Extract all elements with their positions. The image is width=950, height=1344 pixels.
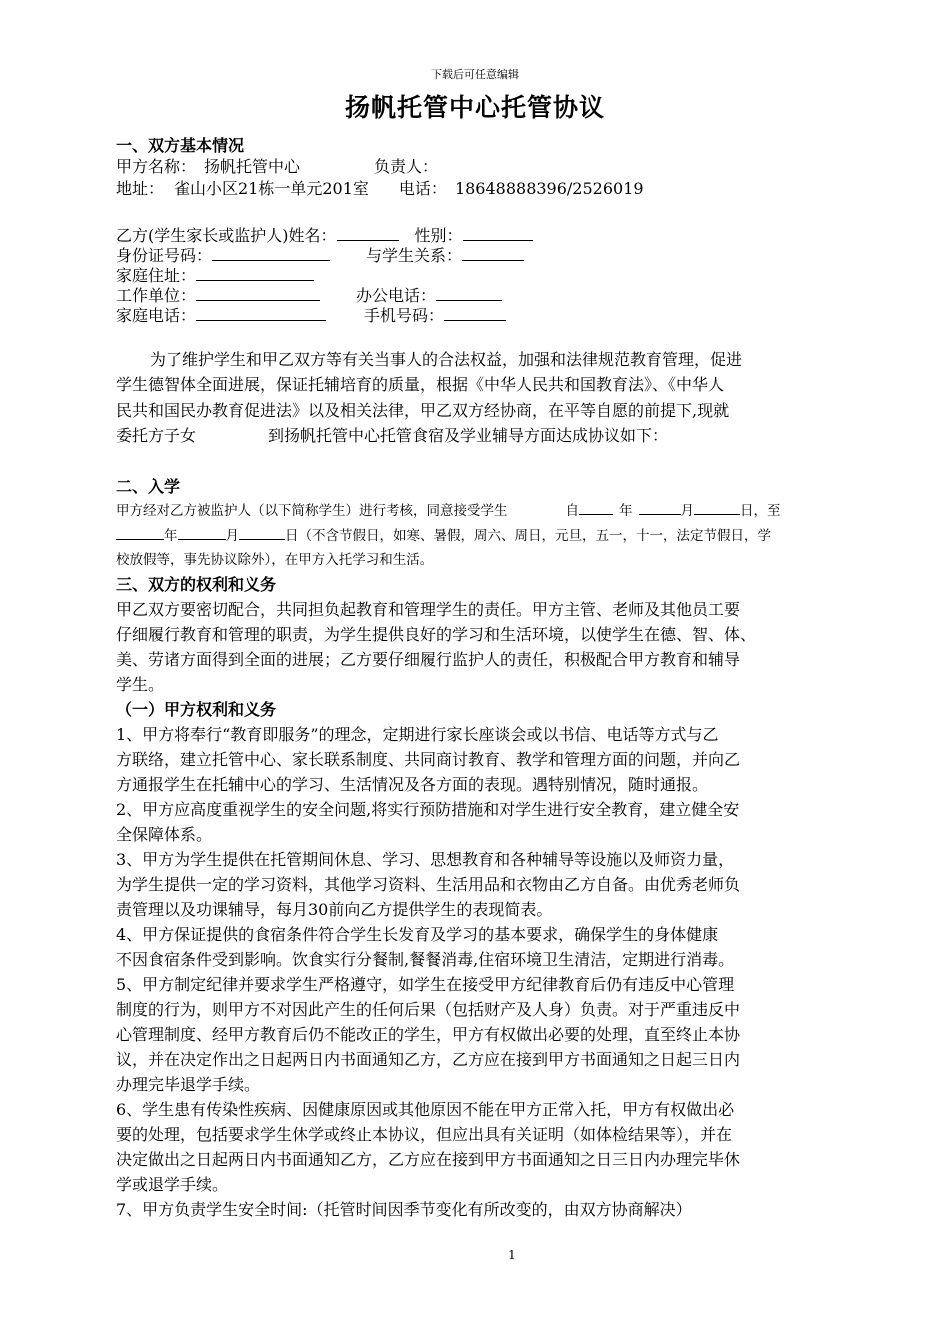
partyA-rights-heading: （一）甲方权利和义务 (116, 700, 277, 719)
partyA-line (116, 157, 438, 177)
id-label: 身份证号码： (116, 246, 213, 265)
item3-line-1: 3、甲方为学生提供在托管期间休息、学习、思想教育和各种辅导等设施以及师资力量， (116, 850, 735, 869)
office-phone-blank[interactable] (436, 286, 502, 301)
item1-line-3: 方通报学生在托辅中心的学习、生活情况及各方面的表现。遇特别情况，随时通报。 (116, 775, 709, 794)
intro-line-1: 为了维护学生和甲乙双方等有关当事人的合法权益，加强和法律规范教育管理，促进 (150, 350, 743, 369)
to-day-blank[interactable] (239, 525, 285, 540)
section2-line-3: 校放假等，事先协议除外），在甲方入托学习和生活。 (116, 552, 434, 568)
gender-blank[interactable] (463, 226, 533, 241)
home-label: 家庭住址： (116, 266, 197, 285)
item7-line-1: 7、甲方负责学生安全时间:（托管时间因季节变化有所改变的，由双方协商解决） (116, 1200, 692, 1219)
section2-heading: 二、入学 (116, 477, 181, 496)
item3-line-3: 责管理以及功课辅导，每月30前向乙方提供学生的表现简表。 (116, 900, 553, 919)
month-label: 月 (680, 503, 694, 519)
item5-line-2: 制度的行为，则甲方不对因此产生的任何后果（包括财产及人身）负责。对于严重违反中 (116, 1000, 741, 1019)
section3-para-line-4: 学生。 (116, 675, 165, 694)
from-year-blank[interactable] (579, 500, 613, 515)
home-line (116, 266, 314, 286)
item6-line-2: 要的处理，包括要求学生休学或终止本协议，但应出具有关证明（如体检结果等），并在 (116, 1125, 733, 1144)
item5-line-5: 办理完毕退学手续。 (116, 1075, 261, 1094)
item1-line-1: 1、甲方将奉行“教育即服务”的理念，定期进行家长座谈会或以书信、电话等方式与乙 (116, 725, 719, 744)
phone-label: 电话： (398, 179, 447, 198)
item1-line-2: 方联络，建立托管中心、家长联系制度、共同商讨教育、教学和管理方面的问题，并向乙 (116, 750, 741, 769)
partyB-name-label: 乙方(学生家长或监护人)姓名： (116, 226, 337, 245)
section3-heading: 三、双方的权利和义务 (116, 575, 277, 594)
document-title: 扬帆托管中心托管协议 (344, 93, 605, 122)
from-day-blank[interactable] (694, 500, 740, 515)
home-phone-label: 家庭电话： (116, 306, 197, 325)
item4-line-2: 不因食宿条件受到影响。饮食实行分餐制,餐餐消毒,住宿环境卫生清洁，定期进行消毒。 (116, 950, 735, 969)
mobile-label: 手机号码： (364, 306, 445, 325)
holiday-note: 日（不含节假日，如寒、暑假，周六、周日，元旦，五一，十一，法定节假日，学 (285, 528, 771, 544)
section3-para-line-2: 仔细履行教育和管理的职责，为学生提供良好的学习和生活环境，以使学生在德、智、体、 (116, 625, 757, 644)
section2-line-1 (116, 500, 781, 521)
to-month-label: 月 (225, 528, 239, 544)
work-line (116, 286, 502, 306)
mobile-blank[interactable] (444, 306, 506, 321)
to-label: 日，至 (740, 503, 781, 519)
section3-para-line-3: 美、劳诸方面得到全面的进展；乙方要仔细履行监护人的责任，积极配合甲方教育和辅导 (116, 650, 741, 669)
to-year-label: 年 (164, 528, 178, 544)
item2-line-1: 2、甲方应高度重视学生的安全问题,将实行预防措施和对学生进行安全教育，建立健全安 (116, 800, 740, 819)
item5-line-4: 议，并在决定作出之日起两日内书面通知乙方，乙方应在接到甲方书面通知之日起三日内 (116, 1050, 741, 1069)
work-blank[interactable] (196, 286, 320, 301)
from-month-blank[interactable] (639, 500, 681, 515)
page-number: 1 (508, 1248, 516, 1262)
partyA-name: 扬帆托管中心 (204, 157, 301, 176)
intro-line-4 (116, 426, 668, 446)
home-phone-line (116, 306, 506, 326)
item6-line-3: 决定做出之日起两日内书面通知乙方，乙方应在接到甲方书面通知之日三日内办理完毕休 (116, 1150, 741, 1169)
home-blank[interactable] (196, 266, 314, 281)
year-label: 年 (619, 503, 633, 519)
header-note: 下载后可任意编辑 (431, 68, 519, 81)
intro-agreement: 到扬帆托管中心托管食宿及学业辅导方面达成协议如下： (268, 426, 669, 445)
item5-line-1: 5、甲方制定纪律并要求学生严格遵守，如学生在接受甲方纪律教育后仍有违反中心管理 (116, 975, 735, 994)
phone-value: 18648888396/2526019 (454, 179, 644, 198)
partyA-person-label: 负责人： (374, 157, 439, 176)
relation-blank[interactable] (462, 246, 524, 261)
admission-text: 甲方经对乙方被监护人（以下简称学生）进行考核，同意接受学生 (116, 503, 508, 519)
section2-line-2 (116, 525, 771, 546)
partyB-name-line (116, 226, 533, 246)
gender-label: 性别： (414, 226, 463, 245)
partyB-name-blank[interactable] (337, 226, 399, 241)
address-label: 地址： (116, 179, 165, 198)
address-value: 雀山小区21栋一单元201室 (174, 179, 369, 198)
from-label: 自 (565, 503, 579, 519)
item3-line-2: 为学生提供一定的学习资料，其他学习资料、生活用品和衣物由乙方自备。由优秀老师负 (116, 875, 741, 894)
to-year-blank[interactable] (116, 525, 164, 540)
item6-line-4: 学或退学手续。 (116, 1175, 229, 1194)
intro-line-2: 学生德智体全面进展，保证托辅培育的质量，根据《中华人民共和国教育法》、《中华人 (116, 375, 725, 394)
office-phone-label: 办公电话： (356, 286, 437, 305)
item4-line-1: 4、甲方保证提供的食宿条件符合学生长发育及学习的基本要求，确保学生的身体健康 (116, 925, 719, 944)
id-blank[interactable] (212, 246, 330, 261)
intro-line-3: 民共和国民办教育促进法》以及相关法律，甲乙双方经协商，在平等自愿的前提下,现就 (116, 401, 730, 420)
item2-line-2: 全保障体系。 (116, 825, 213, 844)
section1-heading: 一、双方基本情况 (116, 136, 245, 155)
item5-line-3: 心管理制度、经甲方教育后仍不能改正的学生，甲方有权做出必要的处理，直至终止本协 (116, 1025, 741, 1044)
relation-label: 与学生关系： (366, 246, 463, 265)
home-phone-blank[interactable] (196, 306, 326, 321)
item6-line-1: 6、学生患有传染性疾病、因健康原因或其他原因不能在甲方正常入托，甲方有权做出必 (116, 1100, 735, 1119)
to-month-blank[interactable] (178, 525, 226, 540)
work-label: 工作单位： (116, 286, 197, 305)
address-line (116, 179, 644, 199)
section3-para-line-1: 甲乙双方要密切配合，共同担负起教育和管理学生的责任。甲方主管、老师及其他员工要 (116, 600, 741, 619)
id-line (116, 246, 524, 266)
intro-entrust: 委托方子女 (116, 426, 197, 445)
partyA-name-label: 甲方名称： (116, 157, 197, 176)
